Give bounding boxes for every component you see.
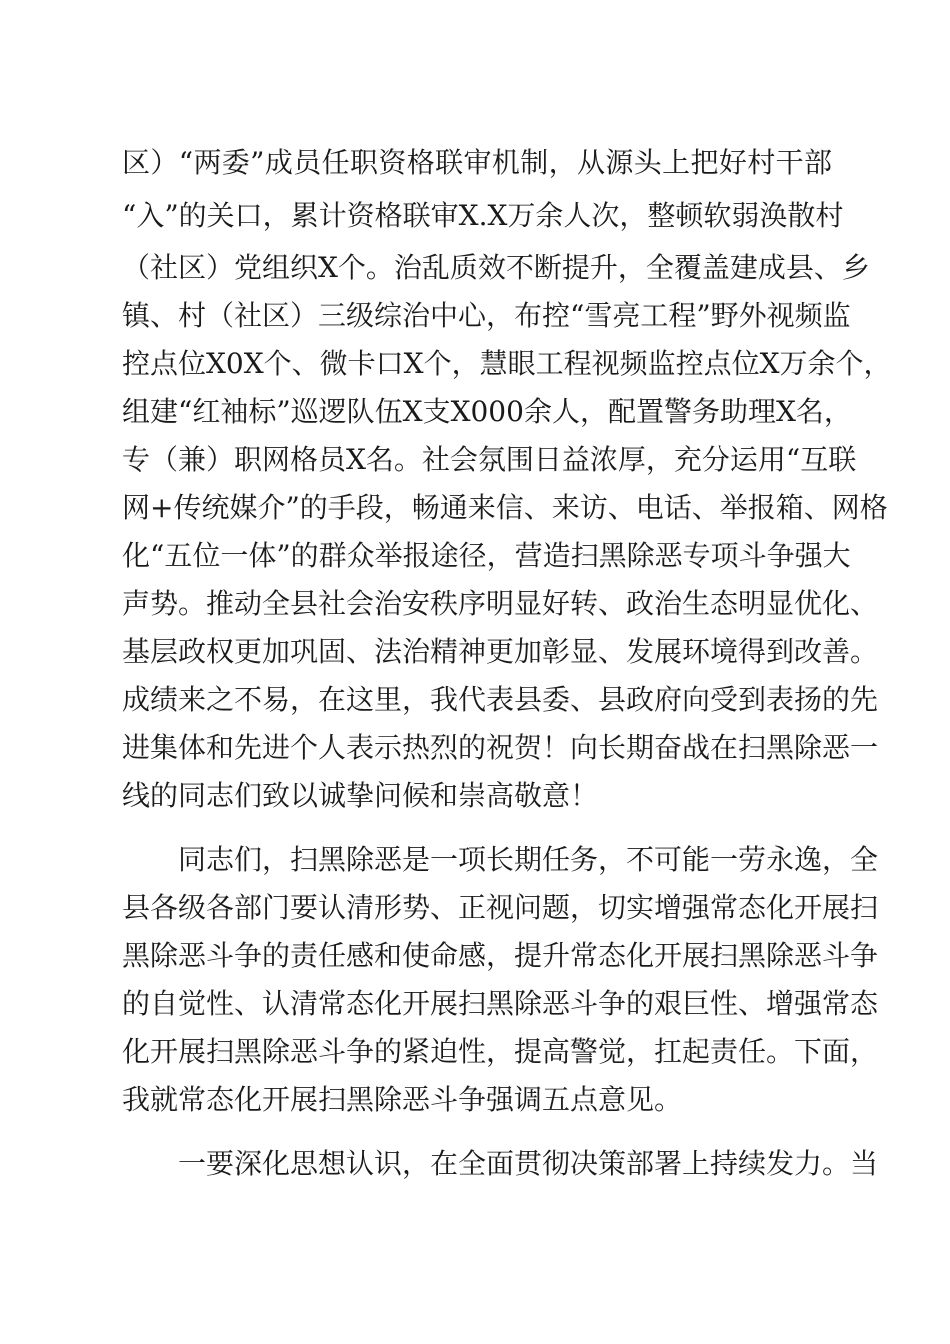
paragraph-first-line: 一要深化思想认识，在全面贯彻决策部署上持续发力。当: [178, 1147, 879, 1180]
text-line: 的自觉性、认清常态化开展扫黑除恶斗争的艰巨性、增强常态: [122, 987, 879, 1020]
text-line: 控点位X0X个、微卡口X个，慧眼工程视频监控点位X万余个，: [122, 347, 892, 380]
text-line: 进集体和先进个人表示热烈的祝贺！向长期奋战在扫黑除恶一: [122, 731, 879, 764]
text-line: 声势。推动全县社会治安秩序明显好转、政治生态明显优化、: [122, 587, 879, 620]
text-line: 镇、村（社区）三级综治中心，布控“雪亮工程”野外视频监: [122, 299, 851, 332]
text-line: 网+传统媒介”的手段，畅通来信、来访、电话、举报箱、网格: [122, 491, 888, 524]
text-line: 成绩来之不易，在这里，我代表县委、县政府向受到表扬的先: [122, 683, 879, 716]
text-line: 基层政权更加巩固、法治精神更加彰显、发展环境得到改善。: [122, 635, 879, 668]
text-line: 县各级各部门要认清形势、正视问题，切实增强常态化开展扫: [122, 891, 879, 924]
text-line: 化“五位一体”的群众举报途径，营造扫黑除恶专项斗争强大: [122, 539, 851, 572]
text-line: （社区）党组织X个。治乱质效不断提升，全覆盖建成县、乡: [122, 251, 870, 284]
text-line: “入”的关口，累计资格联审X.X万余人次，整顿软弱涣散村: [122, 199, 844, 232]
text-line: 黑除恶斗争的责任感和使命感，提升常态化开展扫黑除恶斗争: [122, 939, 879, 972]
text-line: 线的同志们致以诚挚问候和崇高敬意！: [122, 779, 599, 812]
text-line: 专（兼）职网格员X名。社会氛围日益浓厚，充分运用“互联: [122, 443, 857, 476]
text-line: 区）“两委”成员任职资格联审机制，从源头上把好村干部: [122, 146, 832, 179]
text-line: 化开展扫黑除恶斗争的紧迫性，提高警觉，扛起责任。下面，: [122, 1035, 879, 1068]
text-line: 组建“红袖标”巡逻队伍X支X000余人，配置警务助理X名，: [122, 395, 852, 428]
text-line: 我就常态化开展扫黑除恶斗争强调五点意见。: [122, 1083, 683, 1116]
paragraph-first-line: 同志们，扫黑除恶是一项长期任务，不可能一劳永逸，全: [178, 843, 879, 876]
